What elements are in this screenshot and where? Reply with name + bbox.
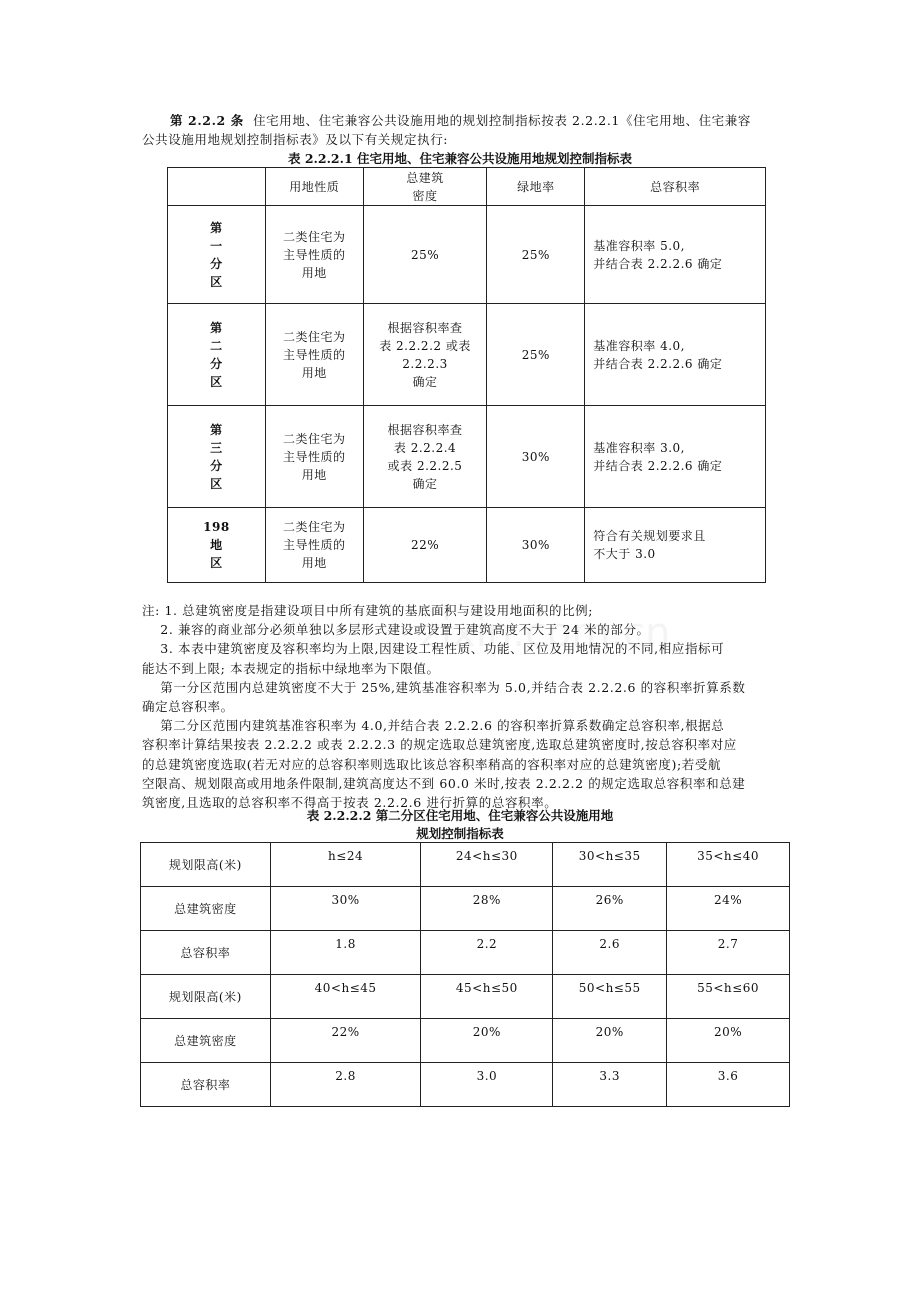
note-line: 容积率计算结果按表 2.2.2.2 或表 2.2.2.3 的规定选取总建筑密度,选取总建筑密度时,按总容积率对应 [142,737,737,753]
value-cell: 20% [553,1019,667,1063]
value-cell: 50<h≤55 [553,975,667,1019]
value-cell: 1.8 [270,931,421,975]
density-cell: 根据容积率查 表 2.2.2.4 或表 2.2.2.5 确定 [363,406,487,508]
table2-row [141,887,790,931]
note-line: 注: 1. 总建筑密度是指建设项目中所有建筑的基底面积与建设用地面积的比例; [142,603,594,618]
value-cell: 40<h≤45 [270,975,421,1019]
zone-cell: 第 一 分 区 [168,206,266,304]
note-line: 空限高、规划限高或用地条件限制,建筑高度达不到 60.0 米时,按表 2.2.2.2 的规定选取总容积率和总建 [142,775,746,791]
value-cell: 20% [667,1019,790,1063]
value-cell: 2.7 [667,931,790,975]
value-cell: 22% [270,1019,421,1063]
green-rate-cell: 25% [487,304,585,406]
value-cell: 24% [667,887,790,931]
far-cell: 基准容积率 4.0, 并结合表 2.2.2.6 确定 [585,304,766,406]
intro-text: 住宅用地、住宅兼容公共设施用地的规划控制指标按表 2.2.2.1《住宅用地、住宅兼容 [253,113,751,128]
note-line: 能达不到上限; 本表规定的指标中绿地率为下限值。 [142,660,440,676]
green-rate-cell: 30% [487,406,585,508]
value-cell: 2.2 [421,931,553,975]
zone-cell: 第 三 分 区 [168,406,266,508]
table2-caption: 表 2.2.2.2 第二分区住宅用地、住宅兼容公共设施用地 [306,808,614,823]
note-line: 3. 本表中建筑密度及容积率均为上限,因建设工程性质、功能、区位及用地情况的不同,相应指标可 [142,641,725,657]
value-cell: 3.3 [553,1063,667,1107]
value-cell: 35<h≤40 [667,843,790,887]
table1-header-cell: 用地性质 [265,168,363,206]
note-line: 2. 兼容的商业部分必须单独以多层形式建设或设置于建筑高度不大于 24 米的部分。 [142,622,650,638]
table1-caption: 表 2.2.2.1 住宅用地、住宅兼容公共设施用地规划控制指标表 [287,151,633,166]
table1-header-cell [168,168,266,206]
intro-line-1 [142,111,788,130]
use-cell: 二类住宅为 主导性质的 用地 [265,304,363,406]
table2 [140,842,790,1107]
note-line: 的总建筑密度选取(若无对应的总容积率则选取比该总容积率稍高的容积率对应的总建筑密度);若受航 [142,756,722,772]
table2-row [141,931,790,975]
value-cell: 26% [553,887,667,931]
table1-row [168,508,766,583]
row-label-cell: 规划限高(米) [141,843,271,887]
row-label-cell: 总容积率 [141,931,271,975]
note-line: 第二分区范围内建筑基准容积率为 4.0,并结合表 2.2.2.6 的容积率折算系数确定总容积率,根据总 [142,718,725,734]
value-cell: 3.6 [667,1063,790,1107]
table1-header-cell: 总容积率 [585,168,766,206]
value-cell: 28% [421,887,553,931]
table2-row [141,1063,790,1107]
row-label-cell: 规划限高(米) [141,975,271,1019]
zone-cell: 198 地 区 [168,508,266,583]
note-line: 确定总容积率。 [142,699,234,714]
intro-line-2: 公共设施用地规划控制指标表》及以下有关规定执行: [142,132,449,147]
use-cell: 二类住宅为 主导性质的 用地 [265,206,363,304]
row-label-cell: 总建筑密度 [141,1019,271,1063]
table2-row [141,1019,790,1063]
table1 [167,167,766,583]
row-label-cell: 总容积率 [141,1063,271,1107]
table2-row [141,843,790,887]
value-cell: 3.0 [421,1063,553,1107]
value-cell: 2.6 [553,931,667,975]
note-line: 筑密度,且选取的总容积率不得高于按表 2.2.2.6 进行折算的总容积率。 [142,795,558,810]
green-rate-cell: 25% [487,206,585,304]
value-cell: 30% [270,887,421,931]
use-cell: 二类住宅为 主导性质的 用地 [265,406,363,508]
article-number: 第 2.2.2 条 [170,113,244,128]
value-cell: 2.8 [270,1063,421,1107]
table1-row [168,304,766,406]
density-cell: 25% [363,206,487,304]
far-cell: 符合有关规划要求且 不大于 3.0 [585,508,766,583]
note-line: 第一分区范围内总建筑密度不大于 25%,建筑基准容积率为 5.0,并结合表 2.2.2.6 的容积率折算系数 [142,679,746,695]
table1-header-cell: 绿地率 [487,168,585,206]
value-cell: 45<h≤50 [421,975,553,1019]
table2-caption-2: 规划控制指标表 [416,826,504,841]
density-cell: 22% [363,508,487,583]
value-cell: 24<h≤30 [421,843,553,887]
value-cell: 30<h≤35 [553,843,667,887]
table1-header-cell: 总建筑 密度 [363,168,487,206]
table1-row [168,406,766,508]
table1-row [168,206,766,304]
zone-cell: 第 二 分 区 [168,304,266,406]
use-cell: 二类住宅为 主导性质的 用地 [265,508,363,583]
value-cell: 20% [421,1019,553,1063]
value-cell: h≤24 [270,843,421,887]
density-cell: 根据容积率查 表 2.2.2.2 或表 2.2.2.3 确定 [363,304,487,406]
row-label-cell: 总建筑密度 [141,887,271,931]
table2-row [141,975,790,1019]
far-cell: 基准容积率 5.0, 并结合表 2.2.2.6 确定 [585,206,766,304]
green-rate-cell: 30% [487,508,585,583]
table1-header-row [168,168,766,206]
far-cell: 基准容积率 3.0, 并结合表 2.2.2.6 确定 [585,406,766,508]
value-cell: 55<h≤60 [667,975,790,1019]
